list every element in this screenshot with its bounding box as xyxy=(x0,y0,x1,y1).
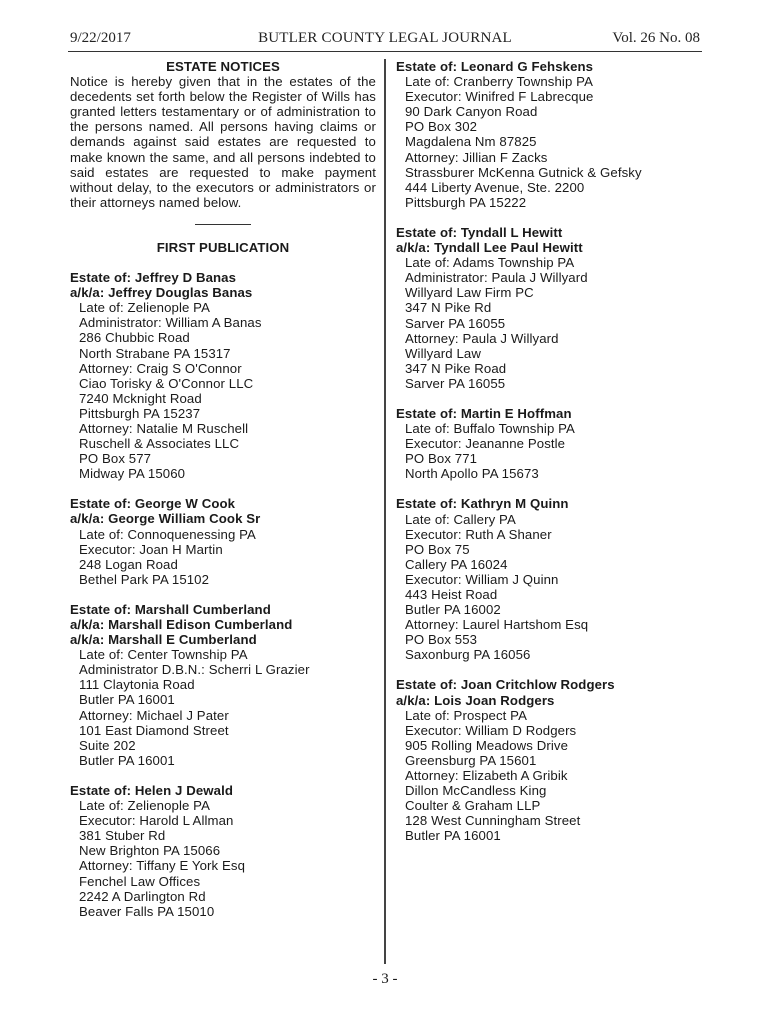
estate-detail-line: Executor: Jeananne Postle xyxy=(405,436,566,452)
estate-detail-line: PO Box 577 xyxy=(79,451,152,467)
estate-detail-line: 381 Stuber Rd xyxy=(79,828,166,844)
estate-name: Estate of: Martin E Hoffman xyxy=(396,405,572,421)
right-column xyxy=(396,59,696,859)
estate-detail-line: Butler PA 16002 xyxy=(405,602,501,618)
estate-detail-line: PO Box 553 xyxy=(405,632,478,648)
estate-detail-line: Butler PA 16001 xyxy=(405,828,501,844)
volume-number: Vol. 26 No. 08 xyxy=(612,30,700,46)
estate-detail-line: Fenchel Law Offices xyxy=(79,873,201,889)
estate-detail-line: 101 East Diamond Street xyxy=(79,722,229,738)
estate-detail-line: Attorney: Laurel Hartshom Esq xyxy=(405,617,589,633)
estate-name: Estate of: Leonard G Fehskens xyxy=(396,59,594,74)
estate-detail-line: Willyard Law Firm PC xyxy=(405,285,534,301)
estate-detail-line: Late of: Buffalo Township PA xyxy=(405,421,575,437)
estate-entry xyxy=(70,270,376,481)
estate-name: Estate of: George W Cook xyxy=(70,496,236,512)
issue-date: 9/22/2017 xyxy=(70,30,131,46)
estate-alias: a/k/a: Marshall Edison Cumberland xyxy=(70,617,293,632)
estate-name: Estate of: Kathryn M Quinn xyxy=(396,496,569,512)
estate-detail-line: Ciao Torisky & O'Connor LLC xyxy=(79,375,254,391)
estate-detail-line: 443 Heist Road xyxy=(405,587,498,602)
estate-entry xyxy=(396,496,696,662)
estate-detail-line: 905 Rolling Meadows Drive xyxy=(405,737,569,753)
notice-paragraph: Notice is hereby given that in the estates of the decedents set forth below the Register of Wills has granted letters testamentary or of administration to the persons named. All persons having claims or demands against said estates are requested to make known the same, and all persons indebted to said estates are requested to make payment without delay, to the executors or administrators or their attorneys named below. xyxy=(70,74,376,210)
estate-alias: a/k/a: Lois Joan Rodgers xyxy=(396,692,555,708)
estate-detail-line: PO Box 302 xyxy=(405,119,478,135)
estate-detail-line: 2242 A Darlington Rd xyxy=(79,888,206,904)
estate-detail-line: Pittsburgh PA 15237 xyxy=(79,405,201,421)
estate-detail-line: North Apollo PA 15673 xyxy=(405,466,539,482)
estate-name: Estate of: Helen J Dewald xyxy=(70,782,233,798)
estate-detail-line: Ruschell & Associates LLC xyxy=(79,436,240,452)
estate-detail-line: Late of: Prospect PA xyxy=(405,707,527,723)
estate-entry xyxy=(70,602,376,768)
estate-detail-line: Executor: Winifred F Labrecque xyxy=(405,89,594,105)
estate-detail-line: Butler PA 16001 xyxy=(79,752,175,768)
estate-detail-line: Attorney: Natalie M Ruschell xyxy=(79,420,249,436)
estate-detail-line: Attorney: Craig S O'Connor xyxy=(79,360,242,376)
publication-heading: FIRST PUBLICATION xyxy=(156,239,290,255)
left-estate-list xyxy=(70,270,376,919)
estate-detail-line: Executor: Harold L Allman xyxy=(79,813,234,829)
estate-detail-line: Administrator: Paula J Willyard xyxy=(405,270,588,286)
estate-entry xyxy=(70,496,376,587)
estate-detail-line: Beaver Falls PA 15010 xyxy=(79,903,215,919)
estate-detail-line: 347 N Pike Road xyxy=(405,360,507,376)
estate-detail-line: PO Box 75 xyxy=(405,541,470,557)
estate-detail-line: Late of: Callery PA xyxy=(405,511,516,527)
estate-detail-line: Attorney: Jillian F Zacks xyxy=(405,149,548,165)
page-header xyxy=(70,30,700,52)
estate-detail-line: Strassburer McKenna Gutnick & Gefsky xyxy=(405,164,642,180)
estate-alias: a/k/a: Tyndall Lee Paul Hewitt xyxy=(396,240,583,256)
page-number: - 3 - xyxy=(372,971,398,987)
section-title: ESTATE NOTICES xyxy=(166,59,280,74)
estate-entry xyxy=(70,783,376,919)
estate-detail-line: 347 N Pike Rd xyxy=(405,300,492,316)
separator-dash xyxy=(70,216,376,234)
estate-detail-line: Willyard Law xyxy=(405,345,481,361)
estate-entry xyxy=(396,225,696,391)
estate-detail-line: Midway PA 15060 xyxy=(79,466,186,482)
estate-detail-line: Attorney: Michael J Pater xyxy=(79,707,229,723)
estate-detail-line: Dillon McCandless King xyxy=(405,783,547,799)
estate-detail-line: Bethel Park PA 15102 xyxy=(79,571,210,587)
estate-detail-line: Late of: Cranberry Township PA xyxy=(405,74,593,90)
estate-detail-line: Coulter & Graham LLP xyxy=(405,798,541,814)
estate-detail-line: Pittsburgh PA 15222 xyxy=(405,194,527,210)
estate-detail-line: Attorney: Tiffany E York Esq xyxy=(79,858,246,874)
left-column xyxy=(70,59,376,934)
estate-alias: a/k/a: Marshall E Cumberland xyxy=(70,632,257,648)
estate-detail-line: PO Box 771 xyxy=(405,451,478,467)
estate-detail-line: Attorney: Elizabeth A Gribik xyxy=(405,768,568,784)
estate-detail-line: 128 West Cunningham Street xyxy=(405,813,581,829)
estate-detail-line: 90 Dark Canyon Road xyxy=(405,104,538,120)
estate-detail-line: Late of: Connoquenessing PA xyxy=(79,526,256,542)
estate-detail-line: Suite 202 xyxy=(79,737,136,753)
estate-detail-line: 111 Claytonia Road xyxy=(79,677,195,693)
estate-detail-line: Late of: Zelienople PA xyxy=(79,798,210,814)
estate-detail-line: Late of: Zelienople PA xyxy=(79,300,210,316)
estate-detail-line: Late of: Adams Township PA xyxy=(405,255,575,271)
estate-detail-line: Sarver PA 16055 xyxy=(405,315,506,331)
estate-alias: a/k/a: Jeffrey Douglas Banas xyxy=(70,285,253,301)
estate-detail-line: Administrator D.B.N.: Scherri L Grazier xyxy=(79,662,310,678)
estate-detail-line: 248 Logan Road xyxy=(79,556,178,572)
column-divider xyxy=(384,59,386,964)
estate-detail-line: Attorney: Paula J Willyard xyxy=(405,330,559,346)
estate-entry xyxy=(396,406,696,481)
estate-detail-line: 444 Liberty Avenue, Ste. 2200 xyxy=(405,179,585,195)
estate-detail-line: Late of: Center Township PA xyxy=(79,647,248,663)
journal-title: BUTLER COUNTY LEGAL JOURNAL xyxy=(258,30,512,46)
header-rule xyxy=(68,51,702,52)
right-estate-list xyxy=(396,59,696,844)
estate-detail-line: Callery PA 16024 xyxy=(405,556,508,572)
estate-detail-line: Executor: William J Quinn xyxy=(405,571,559,587)
estate-detail-line: Magdalena Nm 87825 xyxy=(405,134,537,150)
estate-detail-line: 286 Chubbic Road xyxy=(79,330,190,346)
estate-detail-line: 7240 Mcknight Road xyxy=(79,390,202,406)
estate-alias: a/k/a: George William Cook Sr xyxy=(70,511,261,527)
estate-detail-line: Sarver PA 16055 xyxy=(405,375,506,391)
estate-entry xyxy=(396,677,696,843)
estate-detail-line: Executor: Ruth A Shaner xyxy=(405,526,552,542)
estate-detail-line: Administrator: William A Banas xyxy=(79,315,262,331)
estate-entry xyxy=(396,59,696,210)
estate-detail-line: Executor: Joan H Martin xyxy=(79,541,223,557)
estate-detail-line: Executor: William D Rodgers xyxy=(405,722,577,738)
estate-detail-line: North Strabane PA 15317 xyxy=(79,345,231,361)
estate-name: Estate of: Marshall Cumberland xyxy=(70,601,271,617)
estate-detail-line: New Brighton PA 15066 xyxy=(79,843,221,859)
estate-name: Estate of: Tyndall L Hewitt xyxy=(396,224,563,240)
estate-detail-line: Butler PA 16001 xyxy=(79,692,175,708)
estate-detail-line: Greensburg PA 15601 xyxy=(405,752,537,768)
estate-name: Estate of: Jeffrey D Banas xyxy=(70,270,237,286)
estate-detail-line: Saxonburg PA 16056 xyxy=(405,647,531,663)
estate-name: Estate of: Joan Critchlow Rodgers xyxy=(396,677,615,693)
